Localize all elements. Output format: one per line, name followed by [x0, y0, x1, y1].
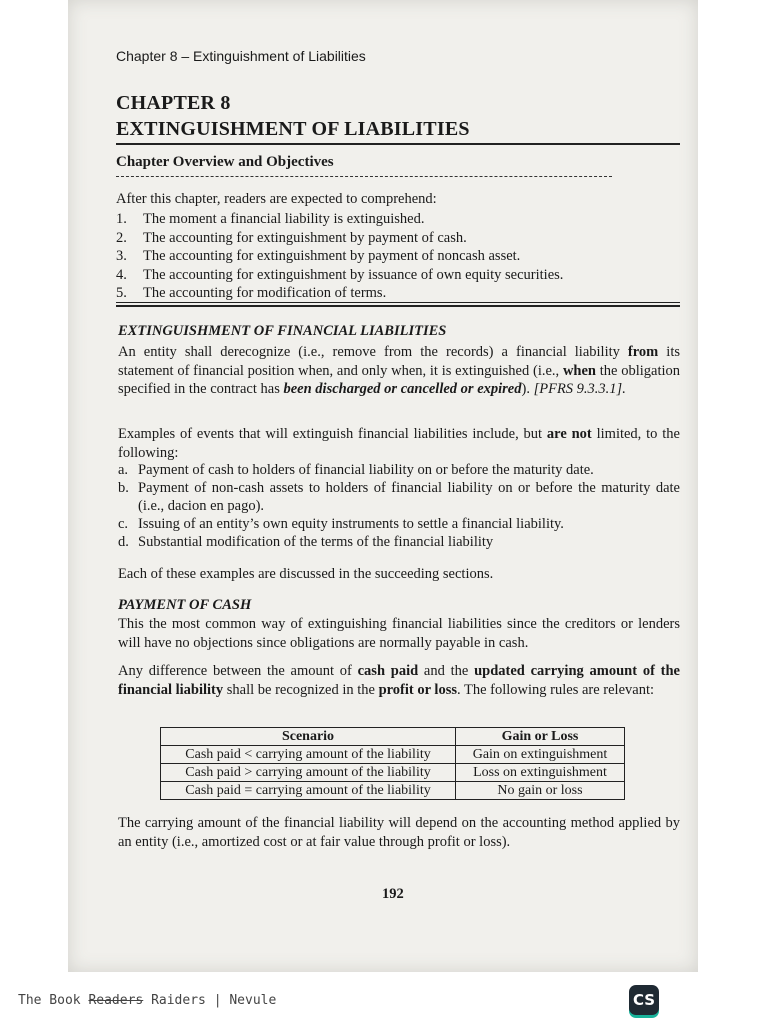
list-item: c. Issuing of an entity’s own equity instruments to settle a financial liability. — [118, 516, 564, 532]
list-item: a. Payment of cash to holders of financial liability on or before the maturity date. — [118, 462, 594, 478]
difference-paragraph: Any difference between the amount of cash paid and the updated carrying amount of the financial liability shall be recognized in the profit or loss. The following rules are relevant: — [118, 663, 680, 698]
table-row — [161, 746, 625, 764]
table-cell: Loss on extinguishment — [456, 764, 625, 782]
objectives-rule-top — [116, 302, 680, 303]
list-item: d. Substantial modification of the terms of the financial liability — [118, 534, 494, 550]
table-row — [161, 764, 625, 782]
list-item: 2. The accounting for extinguishment by payment of cash. — [116, 229, 467, 246]
running-head: Chapter 8 – Extinguishment of Liabilities — [116, 48, 366, 64]
list-item: b. Payment of non-cash assets to holders of financial liability on or before the maturity date (i.e., dacion en pago). — [118, 480, 680, 514]
overview-heading: Chapter Overview and Objectives — [116, 154, 334, 170]
camscanner-logo-icon: CS — [629, 985, 659, 1015]
section-heading-extinguishment: EXTINGUISHMENT OF FINANCIAL LIABILITIES — [118, 323, 447, 339]
table-cell: Cash paid = carrying amount of the liability — [161, 782, 456, 800]
table-cell: Gain on extinguishment — [456, 746, 625, 764]
objectives-list — [116, 210, 563, 303]
derecognition-paragraph: An entity shall derecognize (i.e., remove from the records) a financial liability from its statement of financial position when, and only when, it is extinguished (i.e., when the obligation specified in the contract has been discharged or cancelled or expired). [PFRS 9.3.3.1]. — [118, 344, 681, 397]
section-heading-payment-of-cash: PAYMENT OF CASH — [118, 597, 252, 613]
table-cell: Cash paid > carrying amount of the liability — [161, 764, 456, 782]
table-header: Scenario — [161, 728, 456, 746]
page-number: 192 — [382, 886, 404, 902]
examples-list — [118, 461, 680, 551]
gain-loss-table — [160, 727, 625, 800]
succeeding-sections-paragraph: Each of these examples are discussed in the succeeding sections. — [118, 566, 494, 582]
table-header: Gain or Loss — [456, 728, 625, 746]
list-item: 4. The accounting for extinguishment by issuance of own equity securities. — [116, 266, 564, 283]
carrying-amount-paragraph: The carrying amount of the financial liability will depend on the accounting method applied by an entity (i.e., amortized cost or at fair value through profit or loss). — [118, 815, 680, 850]
list-item: 3. The accounting for extinguishment by payment of noncash asset. — [116, 248, 521, 264]
table-cell: Cash paid < carrying amount of the liability — [161, 746, 456, 764]
objectives-rule-bottom — [116, 305, 680, 307]
table-row — [161, 782, 625, 800]
payment-of-cash-paragraph: This the most common way of extinguishing financial liabilities since the creditors or lenders will have no objections since obligations are normally payable in cash. — [118, 616, 680, 651]
table-cell: No gain or loss — [456, 782, 625, 800]
dashed-divider — [116, 176, 612, 177]
chapter-number: CHAPTER 8 — [116, 92, 231, 114]
table-header-row — [161, 728, 625, 746]
list-item: 1. The moment a financial liability is extinguished. — [116, 211, 425, 227]
list-item: 5. The accounting for modification of terms. — [116, 285, 387, 301]
chapter-title: EXTINGUISHMENT OF LIABILITIES — [116, 118, 470, 140]
objectives-intro: After this chapter, readers are expected to comprehend: — [116, 191, 437, 207]
examples-intro-paragraph: Examples of events that will extinguish financial liabilities include, but are not limited, to the following: — [118, 426, 680, 461]
title-rule — [116, 143, 680, 145]
watermark-caption: The Book Readers Raiders | Nevule — [18, 993, 277, 1008]
